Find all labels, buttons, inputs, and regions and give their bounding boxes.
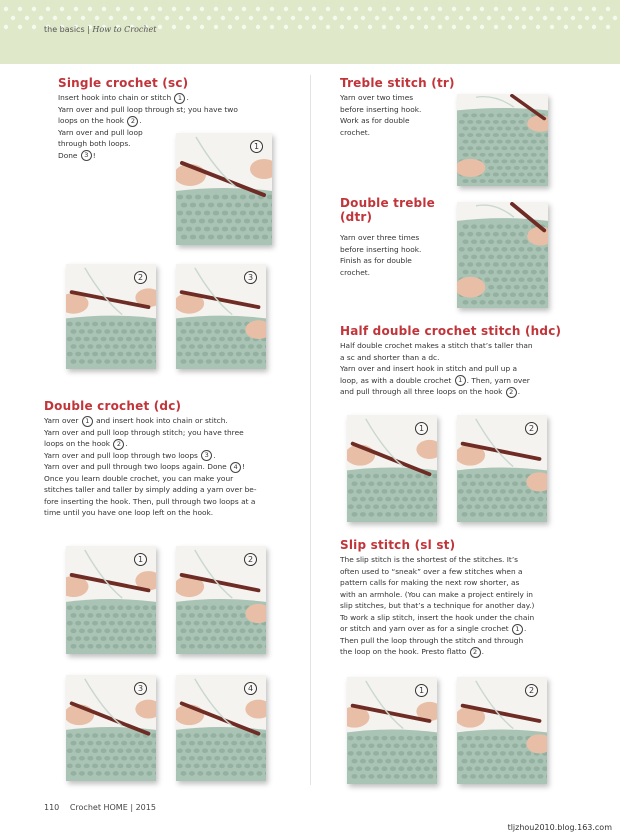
text-line: [340, 577, 580, 589]
step-badge: 3: [244, 271, 257, 284]
text-line: [340, 375, 580, 387]
text-line: [340, 127, 450, 139]
text-line: [44, 473, 304, 485]
text-run: Yarn over and pull through two loops again. Done: [44, 462, 230, 471]
text-run: .: [523, 624, 527, 633]
text-line: [44, 484, 304, 496]
text-run: Insert hook into chain or stitch: [58, 93, 174, 102]
sl-step-2-photo: [457, 677, 547, 784]
step-number-circle: 3: [81, 150, 92, 161]
text-line: [340, 554, 580, 566]
text-line: [340, 612, 580, 624]
double-treble-title: [340, 196, 435, 224]
text-run: Finish as for double: [340, 256, 412, 265]
text-run: To work a slip stitch, insert the hook under the chain: [340, 612, 535, 622]
text-run: Yarn over two times: [340, 93, 414, 102]
slip-stitch-body: [340, 554, 580, 658]
text-line: [340, 244, 450, 256]
step-number-circle: 1: [82, 416, 93, 427]
magazine-name: Crochet HOME: [69, 803, 128, 812]
text-line: [340, 646, 580, 658]
text-run: Yarn over and insert hook in stitch and pull up a: [340, 364, 518, 373]
step-badge: 1: [415, 422, 428, 435]
dc-step-4-photo: [176, 675, 266, 781]
text-run: Then pull the loop through the stitch and through: [340, 635, 524, 645]
text-line: [58, 92, 298, 104]
step-badge: 2: [134, 271, 147, 284]
double-crochet-body: [44, 415, 304, 519]
text-run: stitches taller and taller by simply adding a yarn over be-: [44, 485, 257, 494]
text-run: often used to “sneak” over a few stitches when a: [340, 566, 523, 576]
treble-stitch-title: Treble stitch (tr): [340, 76, 455, 90]
step-badge: 2: [244, 553, 257, 566]
treble-stitch-body: [340, 92, 450, 138]
text-run: Yarn over three times: [340, 233, 420, 242]
step-number-circle: 1: [512, 624, 523, 635]
text-run: crochet.: [340, 127, 371, 137]
watermark: tljzhou2010.blog.163.com: [507, 823, 612, 832]
sl-step-1-photo: [347, 677, 437, 784]
crochet-photo-illustration: [457, 202, 548, 308]
text-run: loops on the hook: [58, 116, 127, 125]
text-run: fore inserting the hook. Then, pull through two loops at a: [44, 496, 256, 506]
text-run: Yarn over and pull loop through st; you have two: [58, 104, 238, 114]
sc-step-1-photo: [176, 133, 272, 245]
text-run: time until you have one loop left on the hook.: [44, 508, 214, 517]
step-badge: 2: [525, 422, 538, 435]
text-run: or stitch and yarn over as for a single crochet: [340, 624, 511, 633]
step-badge: 1: [134, 553, 147, 566]
text-run: Yarn over and pull loop through stitch; you have three: [44, 427, 244, 437]
step-number-circle: 2: [470, 647, 481, 658]
treble-stitch-photo: [457, 94, 548, 186]
text-run: slip stitches, but that’s a technique for another day.): [340, 601, 535, 610]
half-double-crochet-body: [340, 340, 580, 398]
double-treble-photo: [457, 202, 548, 308]
page-footer: [44, 803, 156, 812]
header-chapter: How to Crochet: [92, 25, 157, 34]
text-line: [340, 600, 580, 612]
header-separator: |: [87, 25, 90, 34]
step-number-circle: 1: [174, 93, 185, 104]
page-number: 110: [44, 803, 60, 812]
text-line: [44, 450, 304, 462]
text-line: [340, 363, 580, 375]
footer-separator: |: [130, 803, 134, 812]
text-run: !: [92, 150, 96, 160]
header-section: the basics: [44, 25, 85, 34]
text-line: [340, 255, 450, 267]
text-run: .: [186, 93, 189, 102]
issue-year: 2015: [135, 803, 156, 812]
text-line: [58, 115, 298, 127]
slip-stitch-title: Slip stitch (sl st): [340, 538, 456, 552]
hdc-step-2-photo: [457, 415, 547, 522]
step-number-circle: 1: [455, 375, 466, 386]
text-run: before inserting hook.: [340, 244, 422, 254]
text-run: the loop on the hook. Presto flatto: [340, 647, 469, 656]
text-run: Once you learn double crochet, you can make your: [44, 473, 234, 483]
step-number-circle: 4: [230, 462, 241, 473]
text-line: [340, 267, 450, 279]
text-run: Yarn over and pull loop: [58, 127, 143, 137]
text-line: [44, 427, 304, 439]
text-line: [44, 507, 304, 519]
text-line: [340, 232, 450, 244]
text-run: . Then, yarn over: [466, 375, 530, 385]
text-run: .: [125, 439, 128, 448]
text-run: Work as for double: [340, 116, 410, 125]
text-run: before inserting hook.: [340, 104, 422, 114]
text-line: [58, 104, 298, 116]
text-run: loop, as with a double crochet: [340, 375, 454, 385]
text-run: Half double crochet makes a stitch that’s taller than: [340, 341, 533, 350]
text-line: [44, 461, 304, 473]
double-crochet-title: Double crochet (dc): [44, 399, 182, 413]
text-line: [340, 352, 580, 364]
step-number-circle: 2: [127, 116, 138, 127]
step-number-circle: 2: [113, 439, 124, 450]
text-run: Yarn over: [44, 416, 81, 425]
text-run: .: [517, 387, 521, 396]
step-badge: 3: [134, 682, 147, 695]
text-run: a sc and shorter than a dc.: [340, 352, 440, 362]
text-run: The slip stitch is the shortest of the stitches. It’s: [340, 555, 519, 564]
text-line: [340, 623, 580, 635]
scalloped-edge: [0, 52, 620, 68]
double-treble-body: [340, 232, 450, 278]
dc-step-2-photo: [176, 546, 266, 654]
text-run: through both loops.: [58, 139, 131, 148]
step-badge: 1: [415, 684, 428, 697]
text-line: [340, 386, 580, 398]
text-run: Yarn over and pull loop through two loops: [44, 450, 201, 460]
dc-step-3-photo: [66, 675, 156, 781]
sc-step-3-photo: [176, 264, 266, 369]
hdc-step-1-photo: [347, 415, 437, 522]
step-badge: 2: [525, 684, 538, 697]
text-run: .: [213, 450, 216, 460]
text-line: [340, 115, 450, 127]
text-run: and insert hook into chain or stitch.: [93, 416, 228, 425]
text-run: !: [242, 462, 246, 471]
dc-step-1-photo: [66, 546, 156, 654]
text-run: loops on the hook: [44, 439, 113, 448]
text-line: [340, 635, 580, 647]
column-divider: [310, 75, 311, 785]
half-double-crochet-title: Half double crochet stitch (hdc): [340, 324, 562, 338]
text-line: [340, 340, 580, 352]
text-line: [340, 566, 580, 578]
text-line: [340, 589, 580, 601]
step-number-circle: 2: [506, 387, 517, 398]
crochet-photo-illustration: [457, 94, 548, 186]
text-run: and pull through all three loops on the hook: [340, 387, 505, 396]
text-run: crochet.: [340, 267, 371, 277]
text-line: [44, 438, 304, 450]
double-treble-title-line1: Double treble: [340, 196, 436, 210]
running-header: [44, 25, 157, 34]
text-run: pattern calls for making the next row shorter, as: [340, 578, 520, 587]
text-run: .: [481, 647, 484, 656]
text-line: [340, 104, 450, 116]
step-badge: 1: [250, 140, 263, 153]
step-number-circle: 3: [201, 450, 212, 461]
text-line: [44, 415, 304, 427]
double-treble-title-line2: (dtr): [340, 210, 373, 224]
text-run: .: [139, 116, 142, 125]
text-line: [44, 496, 304, 508]
text-run: with an armhole. (You can make a project entirely in: [340, 589, 533, 599]
text-run: Done: [58, 150, 80, 160]
single-crochet-title: Single crochet (sc): [58, 76, 189, 90]
text-line: [340, 92, 450, 104]
sc-step-2-photo: [66, 264, 156, 369]
step-badge: 4: [244, 682, 257, 695]
